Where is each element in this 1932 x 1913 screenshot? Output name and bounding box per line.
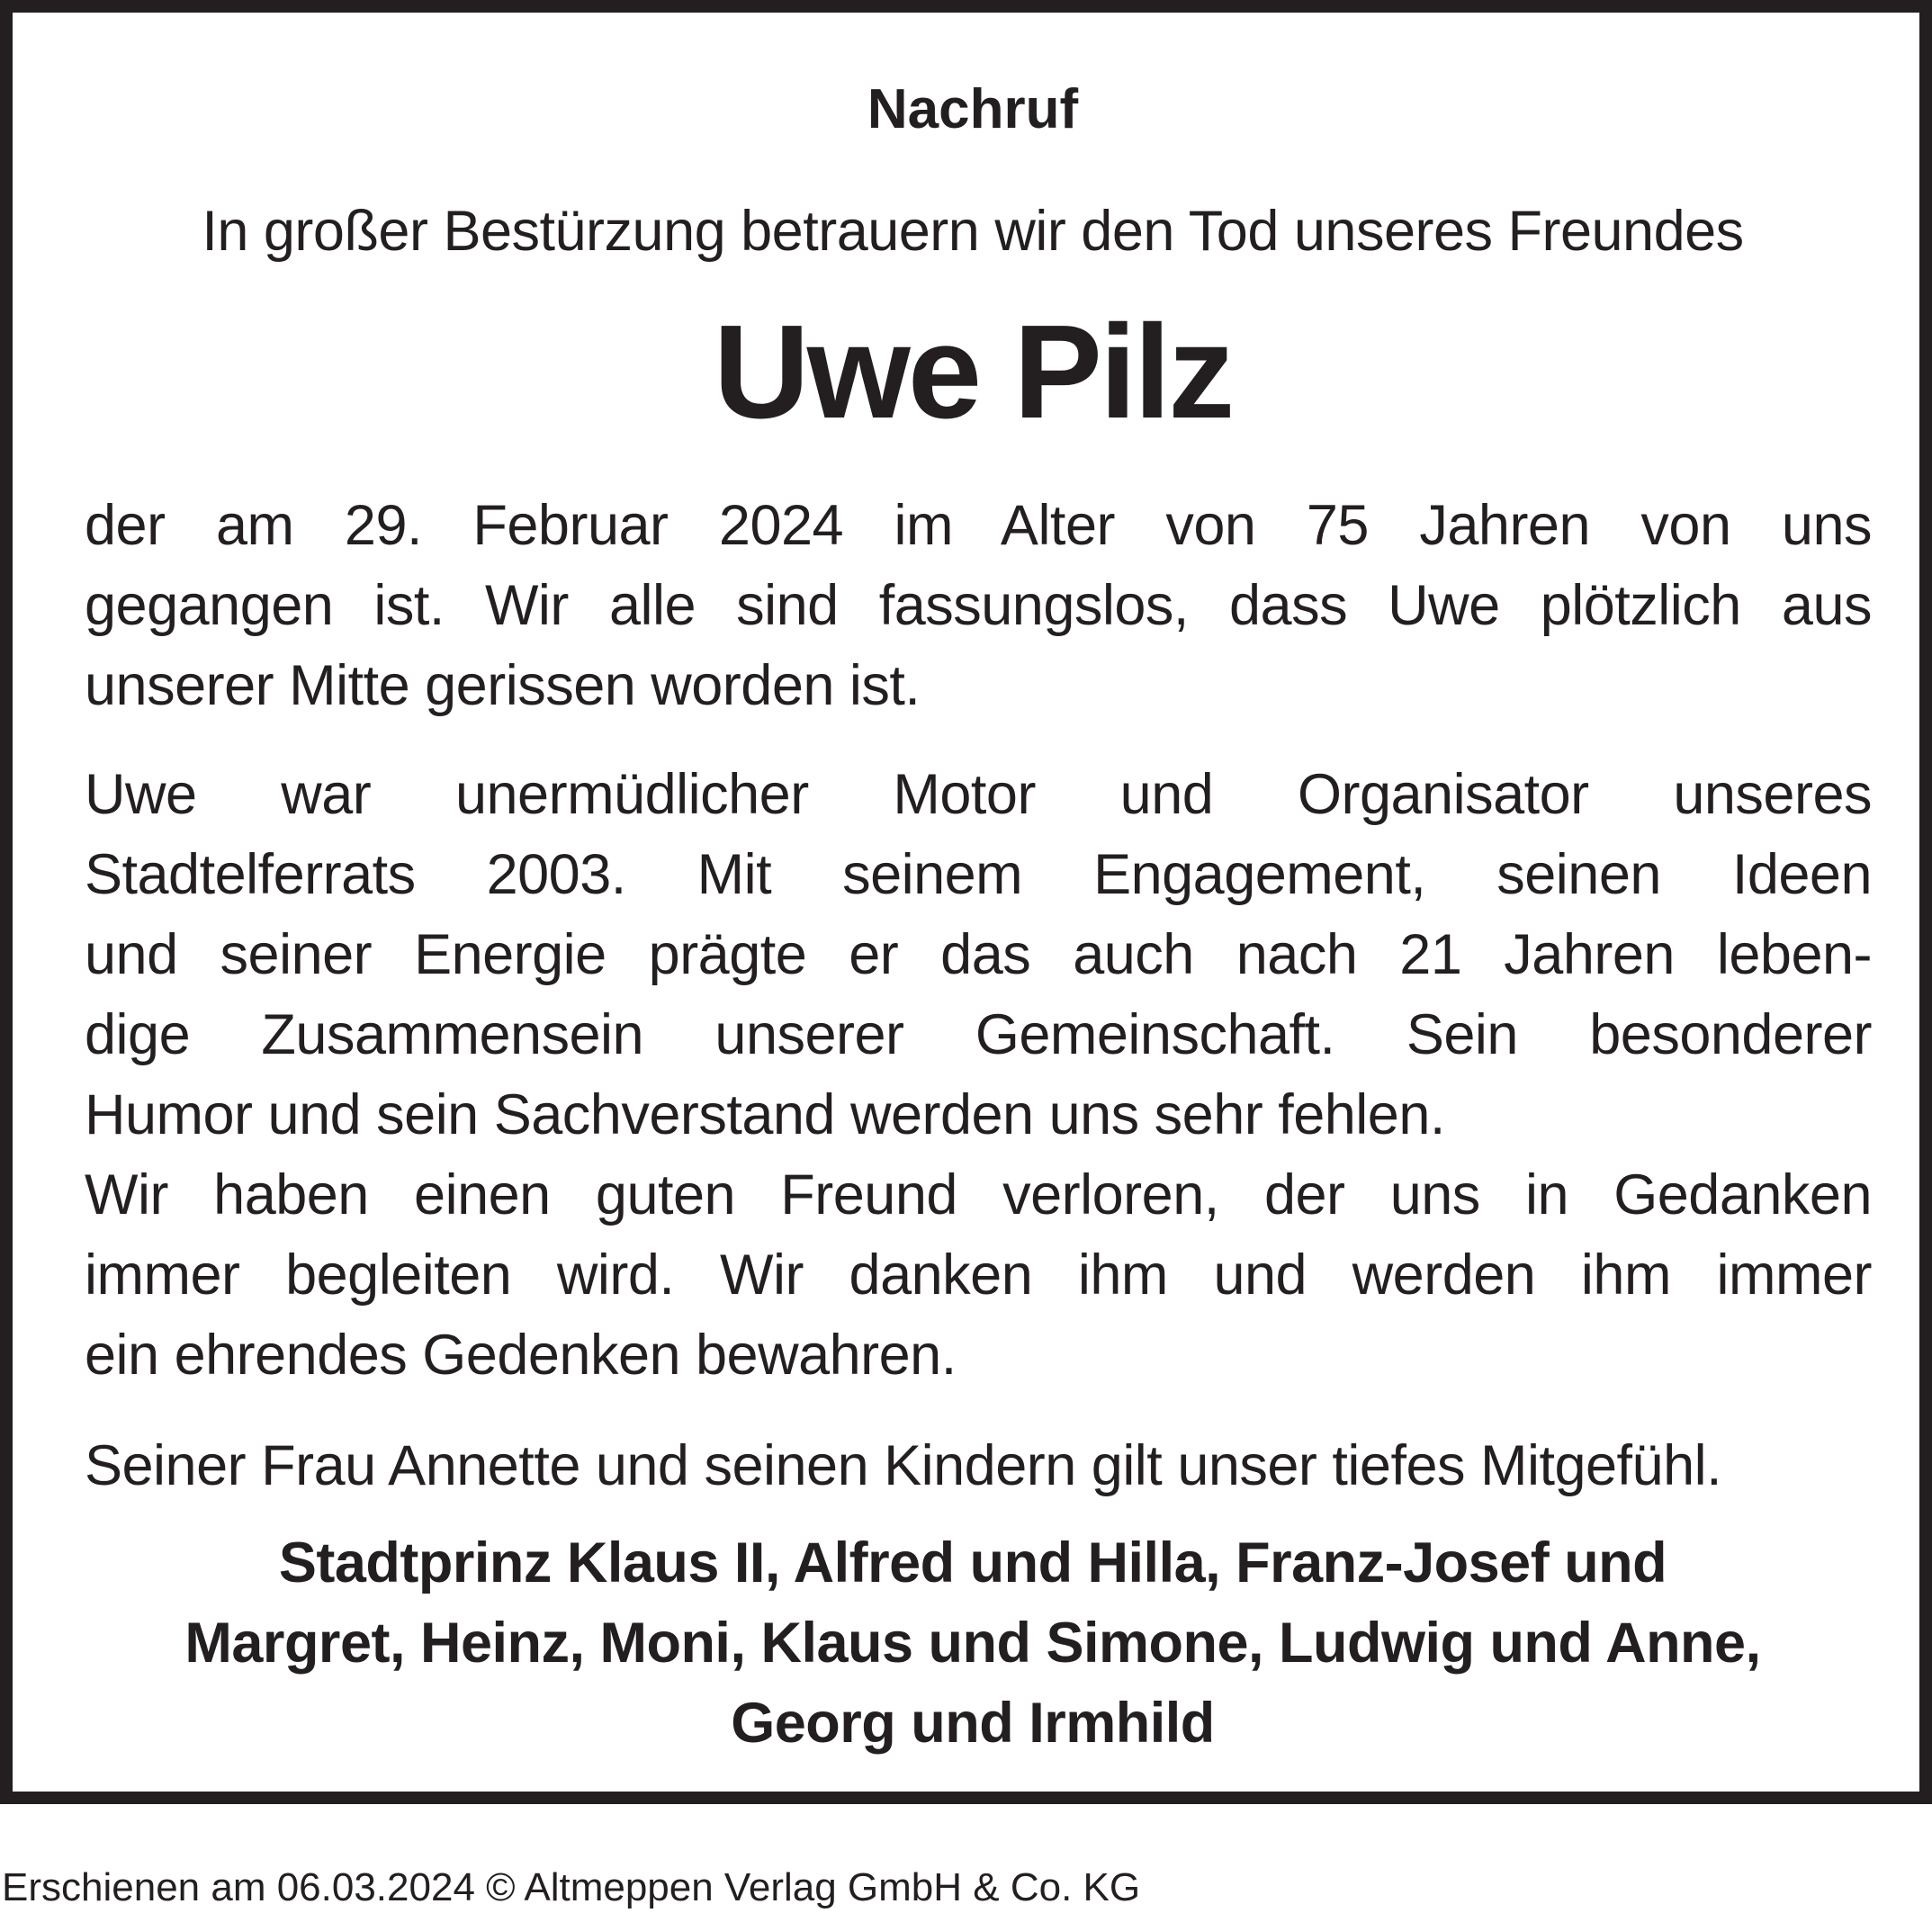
signers-line: Stadtprinz Klaus II, Alfred und Hilla, Franz-Josef und bbox=[278, 1531, 1667, 1594]
paragraph-1 bbox=[85, 486, 1872, 726]
signers-line: Georg und Irmhild bbox=[731, 1692, 1215, 1755]
paragraph-1-line: gegangen ist. Wir alle sind fassungslos, dass Uwe plötzlich aus bbox=[85, 574, 1872, 637]
paragraph-2-line: ein ehrendes Gedenken bewahren. bbox=[85, 1324, 957, 1387]
paragraph-2-line: Humor und sein Sachverstand werden uns sehr fehlen. bbox=[85, 1083, 1445, 1146]
condolence-line: Seiner Frau Annette und seinen Kindern gilt unser tiefes Mitgefühl. bbox=[85, 1434, 1722, 1497]
paragraph-2-line: und seiner Energie prägte er das auch nach 21 Jahren leben- bbox=[85, 923, 1872, 986]
paragraph-2-line: Uwe war unermüdlicher Motor und Organisator unseres bbox=[85, 763, 1872, 826]
paragraph-1-line: unserer Mitte gerissen worden ist. bbox=[85, 654, 921, 717]
signers-line: Margret, Heinz, Moni, Klaus und Simone, Ludwig und Anne, bbox=[184, 1612, 1761, 1675]
publication-footer: Erschienen am 06.03.2024 © Altmeppen Verlag GmbH & Co. KG bbox=[2, 1865, 1141, 1909]
paragraph-2-line: Wir haben einen guten Freund verloren, der uns in Gedanken bbox=[85, 1163, 1872, 1226]
paragraph-3 bbox=[85, 1426, 1872, 1506]
deceased-name: Uwe Pilz bbox=[713, 298, 1233, 446]
paragraph-2-line: immer begleiten wird. Wir danken ihm und werden ihm immer bbox=[85, 1244, 1872, 1307]
obituary-heading: Nachruf bbox=[867, 78, 1079, 140]
paragraph-1-line: der am 29. Februar 2024 im Alter von 75 Jahren von uns bbox=[85, 494, 1872, 557]
paragraph-2-line: dige Zusammensein unserer Gemeinschaft. Sein besonderer bbox=[85, 1003, 1872, 1066]
intro-line: In großer Bestürzung betrauern wir den Tod unseres Freundes bbox=[202, 200, 1744, 263]
paragraph-2-line: Stadtelferrats 2003. Mit seinem Engagement, seinen Ideen bbox=[85, 843, 1872, 906]
signers-block bbox=[74, 1523, 1872, 1764]
paragraph-2 bbox=[85, 755, 1872, 1396]
